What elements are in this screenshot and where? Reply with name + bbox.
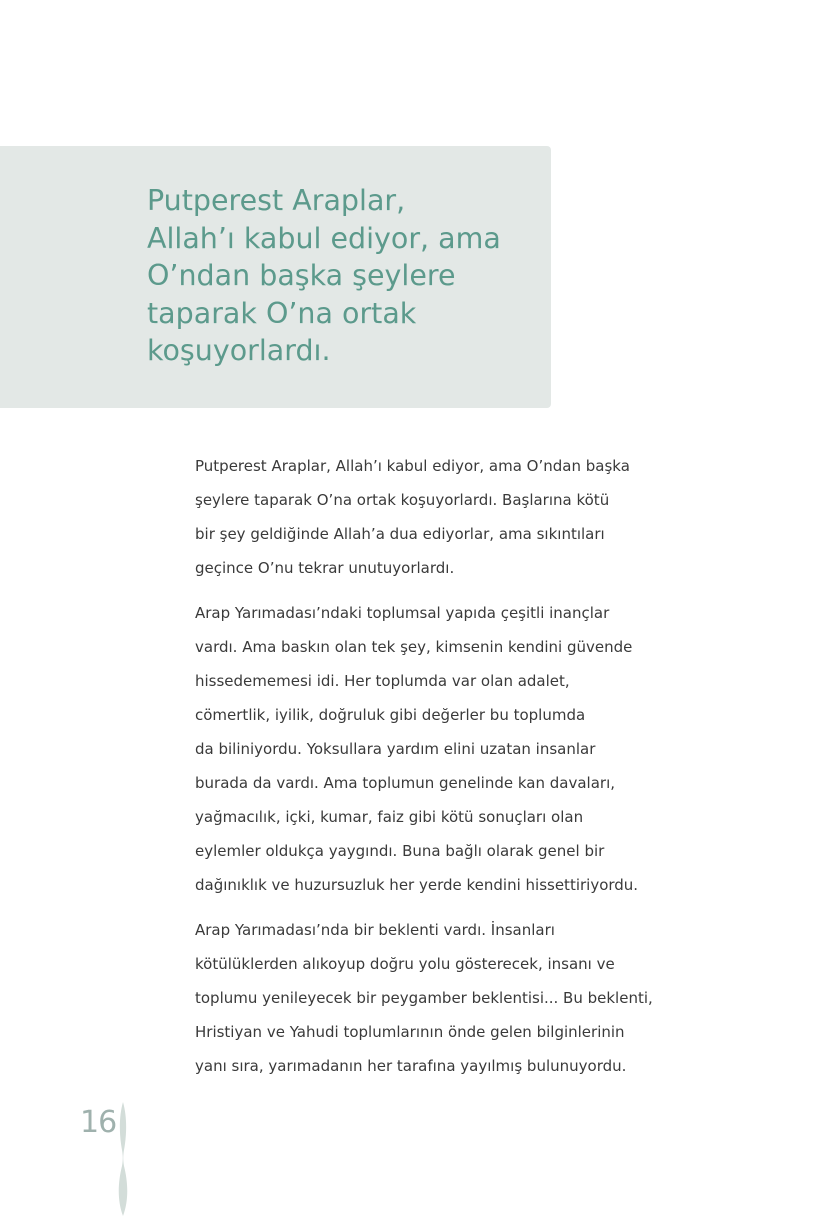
text-line: Putperest Araplar, Allah’ı kabul ediyor, ama O’ndan başka (195, 457, 630, 475)
text-line: Arap Yarımadası’ndaki toplumsal yapıda çeşitli inançlar (195, 604, 610, 622)
text-line: cömertlik, iyilik, doğruluk gibi değerler bu toplumda (195, 706, 586, 724)
text-line: hissedememesi idi. Her toplumda var olan adalet, (195, 672, 570, 690)
text-line: yanı sıra, yarımadanın her tarafına yayılmış bulunuyordu. (195, 1057, 627, 1075)
paragraph-2 (195, 596, 695, 902)
text-line: Arap Yarımadası’nda bir beklenti vardı. İnsanları (195, 921, 555, 939)
text-line: geçince O’nu tekrar unutuyorlardı. (195, 559, 455, 577)
pull-quote-line: taparak O’na ortak (147, 296, 417, 330)
text-line: yağmacılık, içki, kumar, faiz gibi kötü sonuçları olan (195, 808, 584, 826)
text-line: bir şey geldiğinde Allah’a dua ediyorlar, ama sıkıntıları (195, 525, 605, 543)
pull-quote-line: O’ndan başka şeylere (147, 259, 456, 292)
page-ornament-icon (111, 1100, 135, 1217)
text-line: da biliniyordu. Yoksullara yardım elini uzatan insanlar (195, 740, 596, 758)
body-text (195, 449, 695, 1094)
text-line: dağınıklık ve huzursuzluk her yerde kendini hissettiriyordu. (195, 876, 639, 894)
pull-quote-line: Putperest Araplar, (147, 184, 406, 217)
paragraph-1 (195, 449, 695, 585)
text-line: burada da vardı. Ama toplumun genelinde kan davaları, (195, 774, 616, 792)
pull-quote-line: koşuyorlardı. (147, 334, 331, 367)
text-line: toplumu yenileyecek bir peygamber beklentisi... Bu beklenti, (195, 989, 653, 1007)
text-line: şeylere taparak O’na ortak koşuyorlardı. Başlarına kötü (195, 491, 610, 509)
page-number: 16 (80, 1105, 117, 1140)
pull-quote-line: Allah’ı kabul ediyor, ama (147, 221, 501, 255)
pull-quote (147, 182, 527, 370)
text-line: vardı. Ama baskın olan tek şey, kimsenin kendini güvende (195, 638, 633, 656)
text-line: Hristiyan ve Yahudi toplumlarının önde gelen bilginlerinin (195, 1023, 625, 1041)
text-line: eylemler oldukça yaygındı. Buna bağlı olarak genel bir (195, 842, 605, 860)
text-line: kötülüklerden alıkoyup doğru yolu gösterecek, insanı ve (195, 955, 615, 973)
paragraph-3 (195, 913, 695, 1083)
